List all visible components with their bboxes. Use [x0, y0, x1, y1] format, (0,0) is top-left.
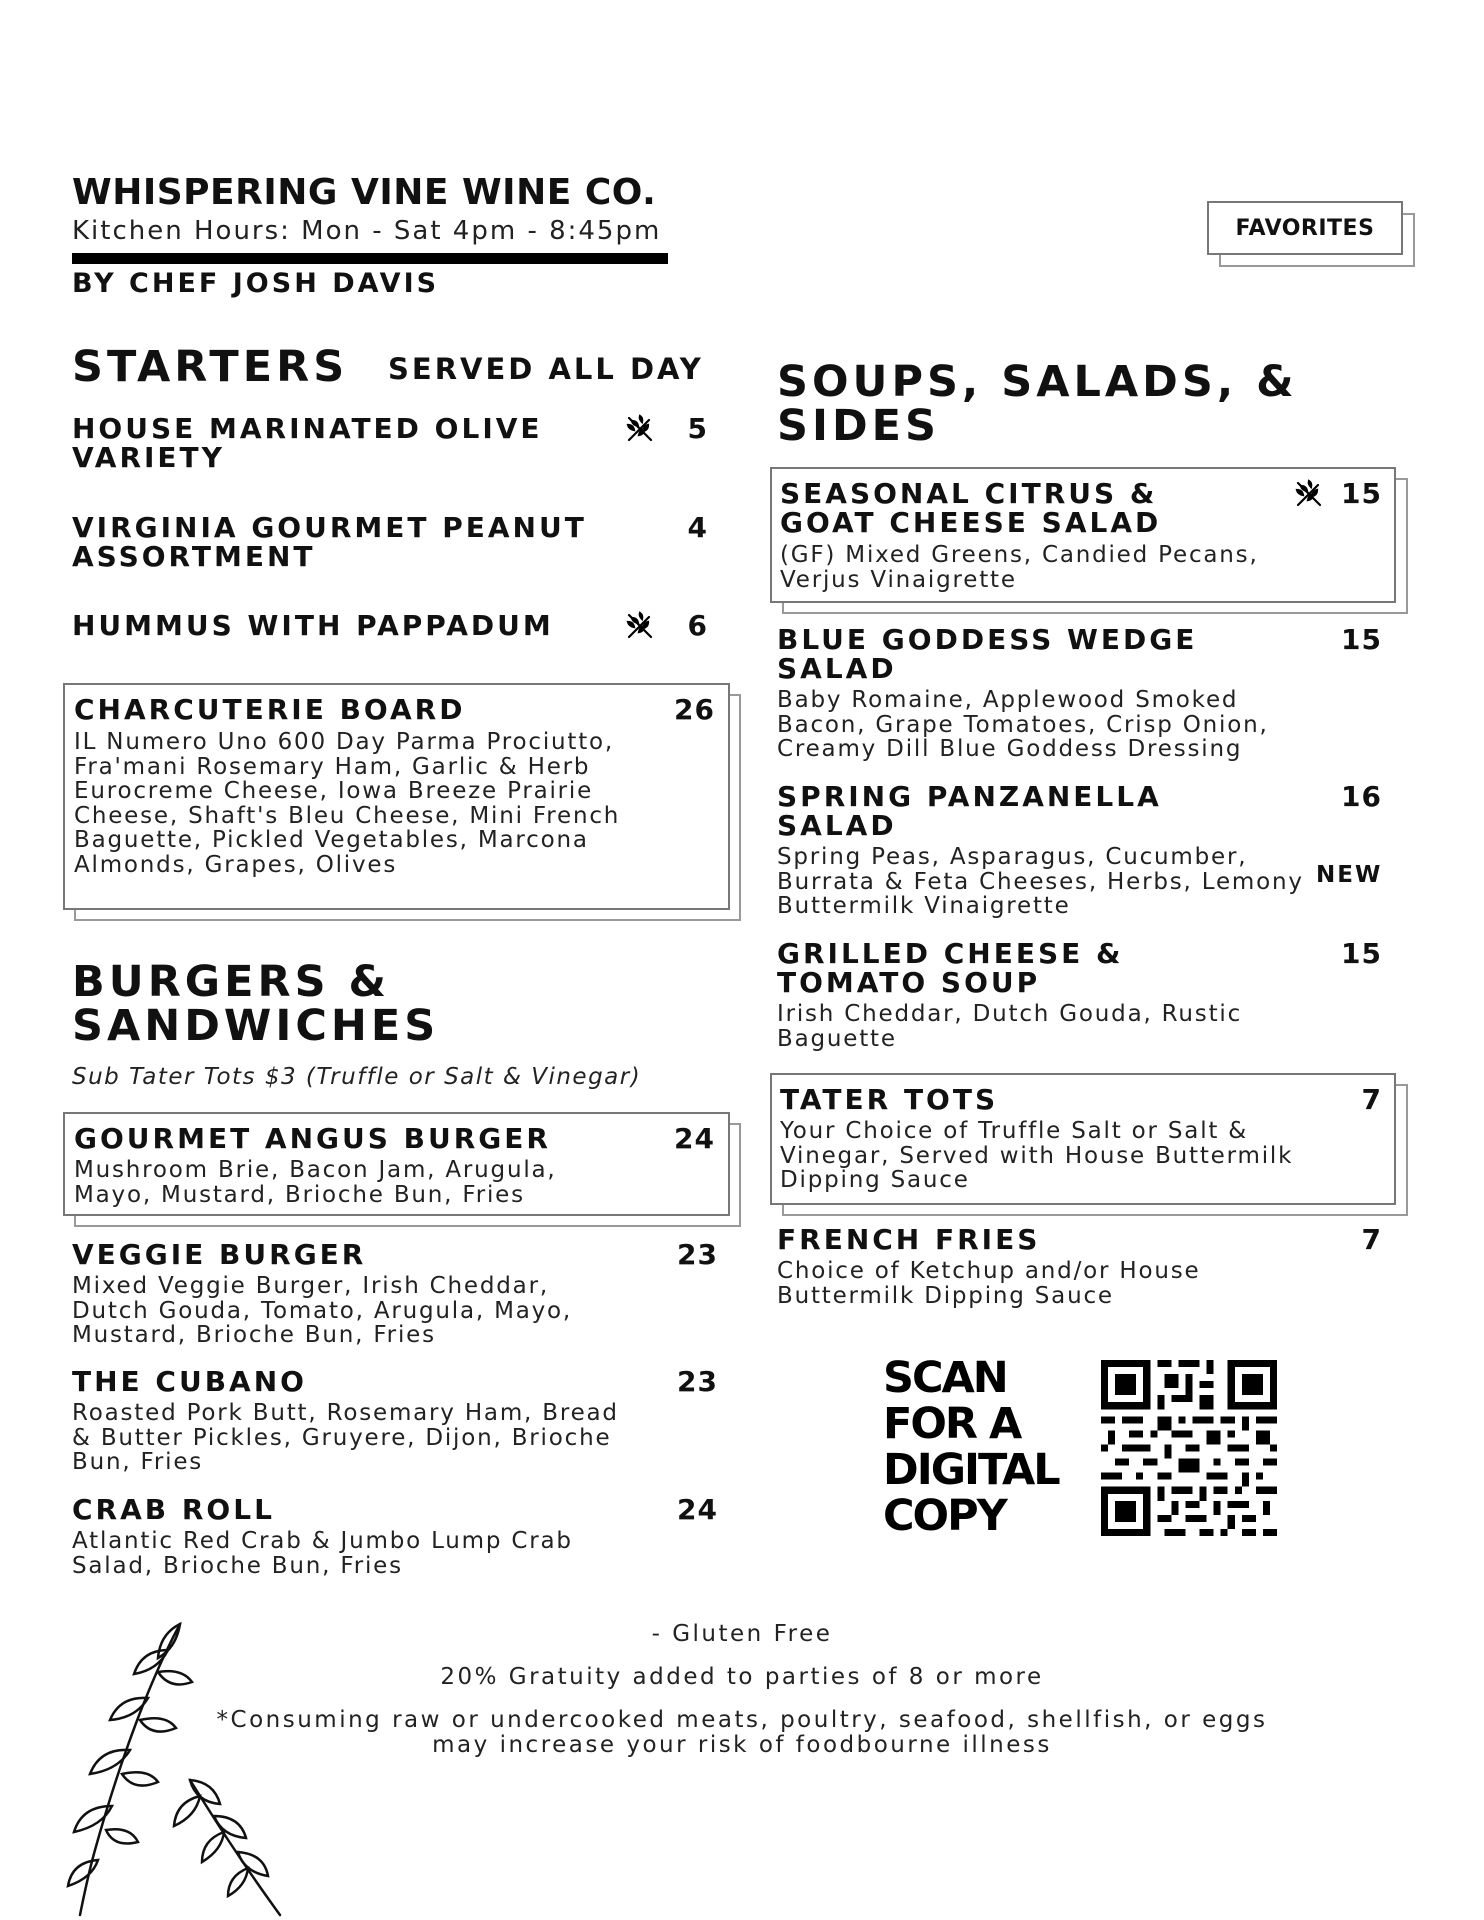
consumption-warning	[150, 1708, 1334, 1758]
menu-item-name: GRILLED CHEESE & TOMATO SOUP	[777, 937, 1124, 999]
scan-line: FOR A	[883, 1399, 1021, 1449]
menu-item-name: TATER TOTS	[780, 1083, 999, 1116]
menu-item-description: Mushroom Brie, Bacon Jam, Arugula, Mayo, Mustard, Brioche Bun, Fries	[74, 1157, 557, 1208]
menu-item-price: 24	[677, 1493, 718, 1526]
starters-title: STARTERS	[72, 342, 349, 392]
gratuity-note: 20% Gratuity added to parties of 8 or more	[440, 1664, 1044, 1690]
menu-item-description: Roasted Pork Butt, Rosemary Ham, Bread & Butter Pickles, Gruyere, Dijon, Brioche Bun, Fries	[72, 1400, 619, 1475]
menu-item-name: SEASONAL CITRUS & GOAT CHEESE SALAD	[780, 477, 1162, 539]
menu-item-price: 24	[674, 1122, 715, 1155]
menu-item-name: CHARCUTERIE BOARD	[74, 693, 466, 726]
menu-item-name: BLUE GODDESS WEDGE SALAD	[777, 623, 1198, 685]
warning-line: *Consuming raw or undercooked meats, poultry, seafood, shellfish, or eggs	[216, 1707, 1268, 1733]
chef-credit: BY CHEF JOSH DAVIS	[72, 268, 440, 299]
favorites-badge	[1207, 201, 1403, 255]
menu-item-description: IL Numero Uno 600 Day Parma Prociutto, Fra'mani Rosemary Ham, Garlic & Herb Eurocreme Cheese, Iowa Breeze Prairie Cheese, Shaft's Bleu Cheese, Mini French Baguette, Pickled Vegetables, Marcona Almonds, Grapes, Olives	[74, 729, 621, 878]
menu-item-name: VIRGINIA GOURMET PEANUT ASSORTMENT	[72, 511, 587, 573]
menu-item-name: HOUSE MARINATED OLIVE VARIETY	[72, 412, 543, 474]
header-rule	[72, 253, 668, 264]
menu-item-description: Irish Cheddar, Dutch Gouda, Rustic Baguette	[777, 1001, 1243, 1052]
menu-item-name: SPRING PANZANELLA SALAD	[777, 780, 1162, 842]
menu-item-name: GOURMET ANGUS BURGER	[74, 1122, 551, 1155]
menu-item-price: 7	[1361, 1083, 1382, 1116]
menu-item-price: 16	[1341, 780, 1382, 813]
menu-item-description: Choice of Ketchup and/or House Buttermilk Dipping Sauce	[777, 1258, 1201, 1309]
menu-item-description: (GF) Mixed Greens, Candied Pecans, Verjus Vinaigrette	[780, 542, 1259, 593]
menu-item-name: FRENCH FRIES	[777, 1223, 1041, 1256]
menu-item-description: Atlantic Red Crab & Jumbo Lump Crab Salad, Brioche Bun, Fries	[72, 1528, 573, 1579]
leaf-branch-icon	[40, 1610, 300, 1920]
warning-line: may increase your risk of foodbourne illness	[432, 1732, 1052, 1758]
menu-item-price: 7	[1361, 1223, 1382, 1256]
menu-item-price: 15	[1341, 937, 1382, 970]
menu-item-description: Spring Peas, Asparagus, Cucumber, Burrata & Feta Cheeses, Herbs, Lemony Buttermilk Vinaigrette	[777, 844, 1304, 919]
menu-item-price: 15	[1341, 477, 1382, 510]
menu-item-price: 6	[687, 609, 708, 642]
soups-title-line2: SIDES	[777, 401, 941, 451]
gluten-free-legend: - Gluten Free	[651, 1621, 833, 1647]
starters-subtitle: SERVED ALL DAY	[388, 352, 704, 386]
menu-item-price: 23	[677, 1365, 718, 1398]
burgers-title-line1: BURGERS &	[72, 957, 391, 1007]
menu-item-description: Mixed Veggie Burger, Irish Cheddar, Dutch Gouda, Tomato, Arugula, Mayo, Mustard, Brioche Bun, Fries	[72, 1273, 573, 1348]
menu-item-description: Baby Romaine, Applewood Smoked Bacon, Grape Tomatoes, Crisp Onion, Creamy Dill Blue Goddess Dressing	[777, 687, 1269, 762]
favorites-label: FAVORITES	[1235, 215, 1375, 241]
kitchen-hours: Kitchen Hours: Mon - Sat 4pm - 8:45pm	[72, 216, 662, 246]
menu-item-description: Your Choice of Truffle Salt or Salt & Vinegar, Served with House Buttermilk Dipping Sauce	[780, 1118, 1294, 1193]
menu-item-price: 5	[687, 412, 708, 445]
menu-item-name: CRAB ROLL	[72, 1493, 275, 1526]
menu-item-name: HUMMUS WITH PAPPADUM	[72, 609, 554, 642]
menu-item-price: 15	[1341, 623, 1382, 656]
scan-prompt	[883, 1355, 1059, 1539]
burgers-title-line2: SANDWICHES	[72, 1001, 440, 1051]
menu-item-price: 26	[674, 693, 715, 726]
scan-line: COPY	[883, 1491, 1006, 1541]
menu-item-price: 23	[677, 1238, 718, 1271]
qr-code-icon[interactable]	[1101, 1360, 1277, 1536]
scan-line: DIGITAL	[883, 1445, 1059, 1495]
restaurant-name: WHISPERING VINE WINE CO.	[72, 172, 657, 213]
menu-item-price: 4	[687, 511, 708, 544]
soups-title-line1: SOUPS, SALADS, &	[777, 357, 1298, 407]
burgers-subtitle: Sub Tater Tots $3 (Truffle or Salt & Vinegar)	[72, 1064, 642, 1090]
scan-line: SCAN	[883, 1353, 1007, 1403]
menu-item-name: VEGGIE BURGER	[72, 1238, 367, 1271]
menu-item-name: THE CUBANO	[72, 1365, 307, 1398]
new-badge: NEW	[1316, 862, 1383, 888]
